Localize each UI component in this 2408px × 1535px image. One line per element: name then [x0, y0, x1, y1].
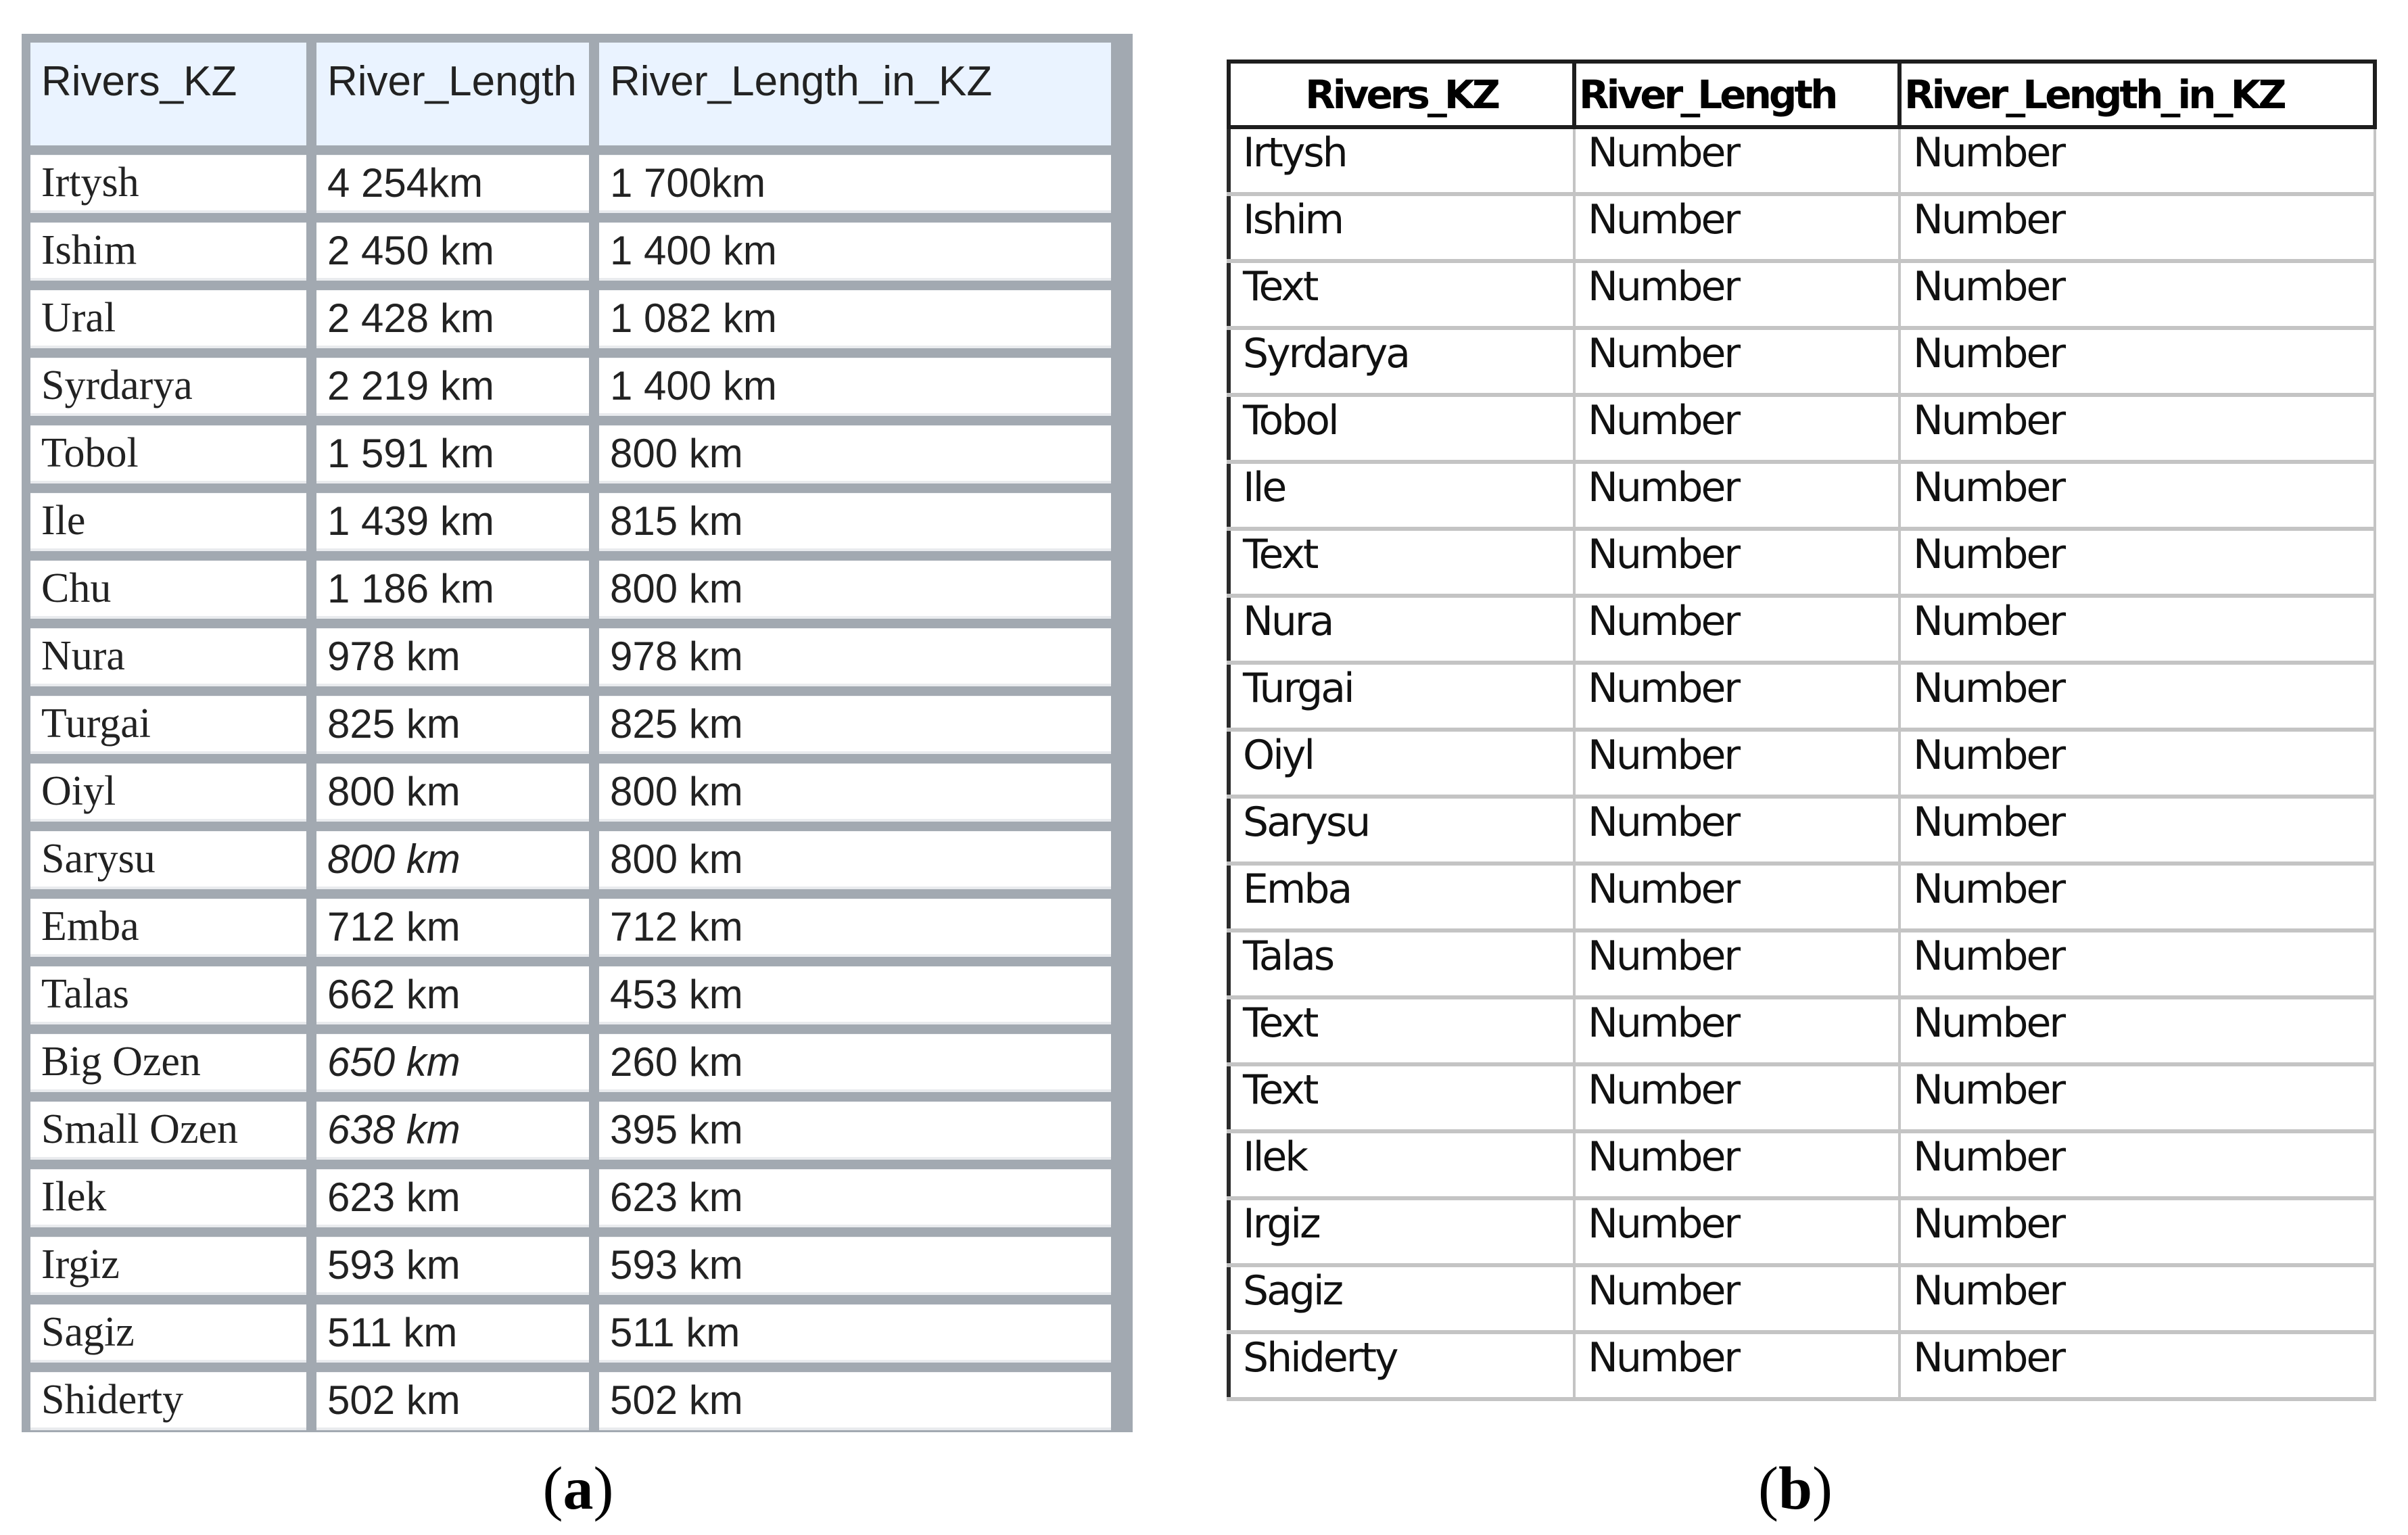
cell-river-length: 4 254km	[316, 155, 589, 213]
cell-river-length-in-kz: 453 km	[599, 966, 1111, 1024]
table-row	[1229, 997, 2375, 1064]
cell-river-length-in-kz: Number	[1899, 194, 2375, 261]
cell-river-name: Ural	[30, 290, 306, 348]
cell-river-length: Number	[1574, 596, 1899, 663]
cell-river-length-in-kz: Number	[1899, 1265, 2375, 1332]
panel-b-table-frame	[1227, 60, 2384, 1401]
table-row	[30, 1102, 1111, 1160]
cell-river-name: Ile	[30, 493, 306, 551]
cell-river-length: 2 219 km	[316, 358, 589, 416]
cell-river-length: 511 km	[316, 1304, 589, 1363]
cell-river-length: Number	[1574, 194, 1899, 261]
cell-river-length-in-kz: Number	[1899, 261, 2375, 328]
cell-river-length: Number	[1574, 328, 1899, 395]
table-row	[1229, 663, 2375, 730]
cell-river-length-in-kz: 1 082 km	[599, 290, 1111, 348]
cell-river-name: Irtysh	[1229, 127, 1574, 194]
cell-river-length: Number	[1574, 997, 1899, 1064]
cell-river-length: 825 km	[316, 696, 589, 754]
panel-a-table-frame	[22, 34, 1133, 1432]
cell-river-length: Number	[1574, 1332, 1899, 1399]
cell-river-name: Chu	[30, 561, 306, 619]
cell-river-name: Text	[1229, 529, 1574, 596]
table-body-b	[1229, 127, 2375, 1399]
cell-river-length-in-kz: 800 km	[599, 831, 1111, 889]
cell-river-length-in-kz: 1 400 km	[599, 358, 1111, 416]
cell-river-length: Number	[1574, 261, 1899, 328]
cell-river-name: Ilek	[30, 1169, 306, 1227]
table-row	[1229, 1131, 2375, 1198]
cell-river-length-in-kz: 800 km	[599, 763, 1111, 822]
cell-river-length: 1 439 km	[316, 493, 589, 551]
cell-river-length: 2 450 km	[316, 222, 589, 281]
cell-river-length-in-kz: Number	[1899, 127, 2375, 194]
cell-river-name: Syrdarya	[1229, 328, 1574, 395]
cell-river-length: Number	[1574, 930, 1899, 997]
caption-a	[511, 1454, 646, 1524]
table-row	[1229, 462, 2375, 529]
cell-river-length-in-kz: 712 km	[599, 899, 1111, 957]
cell-river-length-in-kz: 502 km	[599, 1372, 1111, 1430]
cell-river-length: 712 km	[316, 899, 589, 957]
cell-river-length-in-kz: Number	[1899, 529, 2375, 596]
table-row	[30, 899, 1111, 957]
cell-river-name: Sarysu	[1229, 797, 1574, 864]
cell-river-length-in-kz: Number	[1899, 1064, 2375, 1131]
table-row	[30, 1034, 1111, 1092]
caption-letter: a	[563, 1455, 594, 1522]
cell-river-length: Number	[1574, 395, 1899, 462]
cell-river-length: Number	[1574, 1064, 1899, 1131]
cell-river-name: Syrdarya	[30, 358, 306, 416]
cell-river-length-in-kz: Number	[1899, 797, 2375, 864]
caption-paren-close: )	[593, 1455, 614, 1522]
cell-river-length: 502 km	[316, 1372, 589, 1430]
table-row	[30, 155, 1111, 213]
table-row	[1229, 395, 2375, 462]
cell-river-length-in-kz: 623 km	[599, 1169, 1111, 1227]
cell-river-name: Oiyl	[30, 763, 306, 822]
table-body-a	[30, 155, 1111, 1430]
cell-river-length-in-kz: Number	[1899, 328, 2375, 395]
cell-river-length: 1 591 km	[316, 425, 589, 483]
table-row	[30, 222, 1111, 281]
cell-river-name: Tobol	[1229, 395, 1574, 462]
cell-river-length-in-kz: 1 700km	[599, 155, 1111, 213]
cell-river-name: Nura	[1229, 596, 1574, 663]
cell-river-length: Number	[1574, 462, 1899, 529]
cell-river-length: Number	[1574, 1265, 1899, 1332]
cell-river-length-in-kz: 815 km	[599, 493, 1111, 551]
cell-river-length: 650 km	[316, 1034, 589, 1092]
caption-paren-close: )	[1812, 1455, 1833, 1522]
cell-river-length: 593 km	[316, 1237, 589, 1295]
cell-river-length-in-kz: 511 km	[599, 1304, 1111, 1363]
cell-river-length: Number	[1574, 1198, 1899, 1265]
cell-river-name: Text	[1229, 261, 1574, 328]
cell-river-length: Number	[1574, 663, 1899, 730]
cell-river-name: Ishim	[1229, 194, 1574, 261]
table-row	[30, 1237, 1111, 1295]
cell-river-name: Sarysu	[30, 831, 306, 889]
table-row	[30, 1169, 1111, 1227]
cell-river-length: 978 km	[316, 628, 589, 686]
cell-river-name: Shiderty	[30, 1372, 306, 1430]
cell-river-name: Sagiz	[1229, 1265, 1574, 1332]
cell-river-length-in-kz: Number	[1899, 997, 2375, 1064]
table-row	[30, 358, 1111, 416]
cell-river-length: 623 km	[316, 1169, 589, 1227]
column-header-river-length: River_Length	[316, 43, 589, 145]
cell-river-length-in-kz: Number	[1899, 930, 2375, 997]
cell-river-name: Shiderty	[1229, 1332, 1574, 1399]
cell-river-name: Emba	[1229, 864, 1574, 930]
column-header-rivers: Rivers_KZ	[1229, 62, 1574, 127]
cell-river-length-in-kz: Number	[1899, 1198, 2375, 1265]
column-header-river-length: River_Length	[1574, 62, 1899, 127]
table-row	[1229, 261, 2375, 328]
table-row	[1229, 1198, 2375, 1265]
cell-river-length-in-kz: 260 km	[599, 1034, 1111, 1092]
cell-river-length: 800 km	[316, 763, 589, 822]
cell-river-name: Small Ozen	[30, 1102, 306, 1160]
cell-river-name: Talas	[1229, 930, 1574, 997]
table-row	[1229, 529, 2375, 596]
cell-river-name: Talas	[30, 966, 306, 1024]
table-header-row	[30, 43, 1111, 145]
table-row	[1229, 596, 2375, 663]
table-row	[30, 493, 1111, 551]
column-header-river-length-in-kz: River_Length_in_KZ	[599, 43, 1111, 145]
cell-river-name: Ile	[1229, 462, 1574, 529]
cell-river-name: Irgiz	[30, 1237, 306, 1295]
table-row	[30, 831, 1111, 889]
cell-river-name: Big Ozen	[30, 1034, 306, 1092]
cell-river-length-in-kz: 395 km	[599, 1102, 1111, 1160]
table-row	[30, 966, 1111, 1024]
table-row	[30, 561, 1111, 619]
cell-river-length: 662 km	[316, 966, 589, 1024]
cell-river-length-in-kz: Number	[1899, 663, 2375, 730]
cell-river-name: Irtysh	[30, 155, 306, 213]
table-row	[1229, 328, 2375, 395]
cell-river-name: Ishim	[30, 222, 306, 281]
table-row	[30, 290, 1111, 348]
table-row	[1229, 1332, 2375, 1399]
cell-river-name: Ilek	[1229, 1131, 1574, 1198]
cell-river-name: Nura	[30, 628, 306, 686]
column-header-river-length-in-kz: River_Length_in_KZ	[1899, 62, 2375, 127]
column-header-rivers: Rivers_KZ	[30, 43, 306, 145]
cell-river-length: Number	[1574, 127, 1899, 194]
cell-river-length: Number	[1574, 1131, 1899, 1198]
cell-river-length: Number	[1574, 797, 1899, 864]
cell-river-length-in-kz: 800 km	[599, 561, 1111, 619]
table-row	[30, 1372, 1111, 1430]
cell-river-length: Number	[1574, 529, 1899, 596]
table-row	[1229, 1265, 2375, 1332]
table-row	[30, 1304, 1111, 1363]
cell-river-name: Irgiz	[1229, 1198, 1574, 1265]
cell-river-length-in-kz: Number	[1899, 864, 2375, 930]
table-row	[1229, 1064, 2375, 1131]
cell-river-length-in-kz: Number	[1899, 395, 2375, 462]
cell-river-length-in-kz: 825 km	[599, 696, 1111, 754]
cell-river-length-in-kz: 978 km	[599, 628, 1111, 686]
cell-river-name: Text	[1229, 1064, 1574, 1131]
cell-river-length: 2 428 km	[316, 290, 589, 348]
cell-river-length-in-kz: Number	[1899, 1332, 2375, 1399]
cell-river-length-in-kz: Number	[1899, 1131, 2375, 1198]
table-row	[1229, 797, 2375, 864]
table-header-row	[1229, 62, 2375, 127]
caption-paren-open: (	[542, 1455, 563, 1522]
caption-paren-open: (	[1757, 1455, 1778, 1522]
cell-river-name: Turgai	[1229, 663, 1574, 730]
table-row	[1229, 730, 2375, 797]
cell-river-length-in-kz: 1 400 km	[599, 222, 1111, 281]
table-row	[1229, 194, 2375, 261]
table-row	[30, 696, 1111, 754]
cell-river-length: 800 km	[316, 831, 589, 889]
cell-river-name: Tobol	[30, 425, 306, 483]
cell-river-length-in-kz: Number	[1899, 462, 2375, 529]
caption-b	[1728, 1454, 1863, 1524]
cell-river-name: Sagiz	[30, 1304, 306, 1363]
cell-river-length: 638 km	[316, 1102, 589, 1160]
cell-river-name: Emba	[30, 899, 306, 957]
cell-river-length-in-kz: 593 km	[599, 1237, 1111, 1295]
table-row	[1229, 930, 2375, 997]
cell-river-length: Number	[1574, 730, 1899, 797]
table-row	[30, 628, 1111, 686]
rivers-table-a	[20, 33, 1121, 1440]
table-row	[30, 763, 1111, 822]
caption-letter: b	[1778, 1455, 1813, 1522]
table-row	[30, 425, 1111, 483]
cell-river-length: 1 186 km	[316, 561, 589, 619]
cell-river-length: Number	[1574, 864, 1899, 930]
cell-river-name: Turgai	[30, 696, 306, 754]
cell-river-name: Text	[1229, 997, 1574, 1064]
table-row	[1229, 864, 2375, 930]
cell-river-name: Oiyl	[1229, 730, 1574, 797]
rivers-table-b	[1227, 60, 2377, 1401]
table-row	[1229, 127, 2375, 194]
cell-river-length-in-kz: Number	[1899, 730, 2375, 797]
cell-river-length-in-kz: Number	[1899, 596, 2375, 663]
cell-river-length-in-kz: 800 km	[599, 425, 1111, 483]
